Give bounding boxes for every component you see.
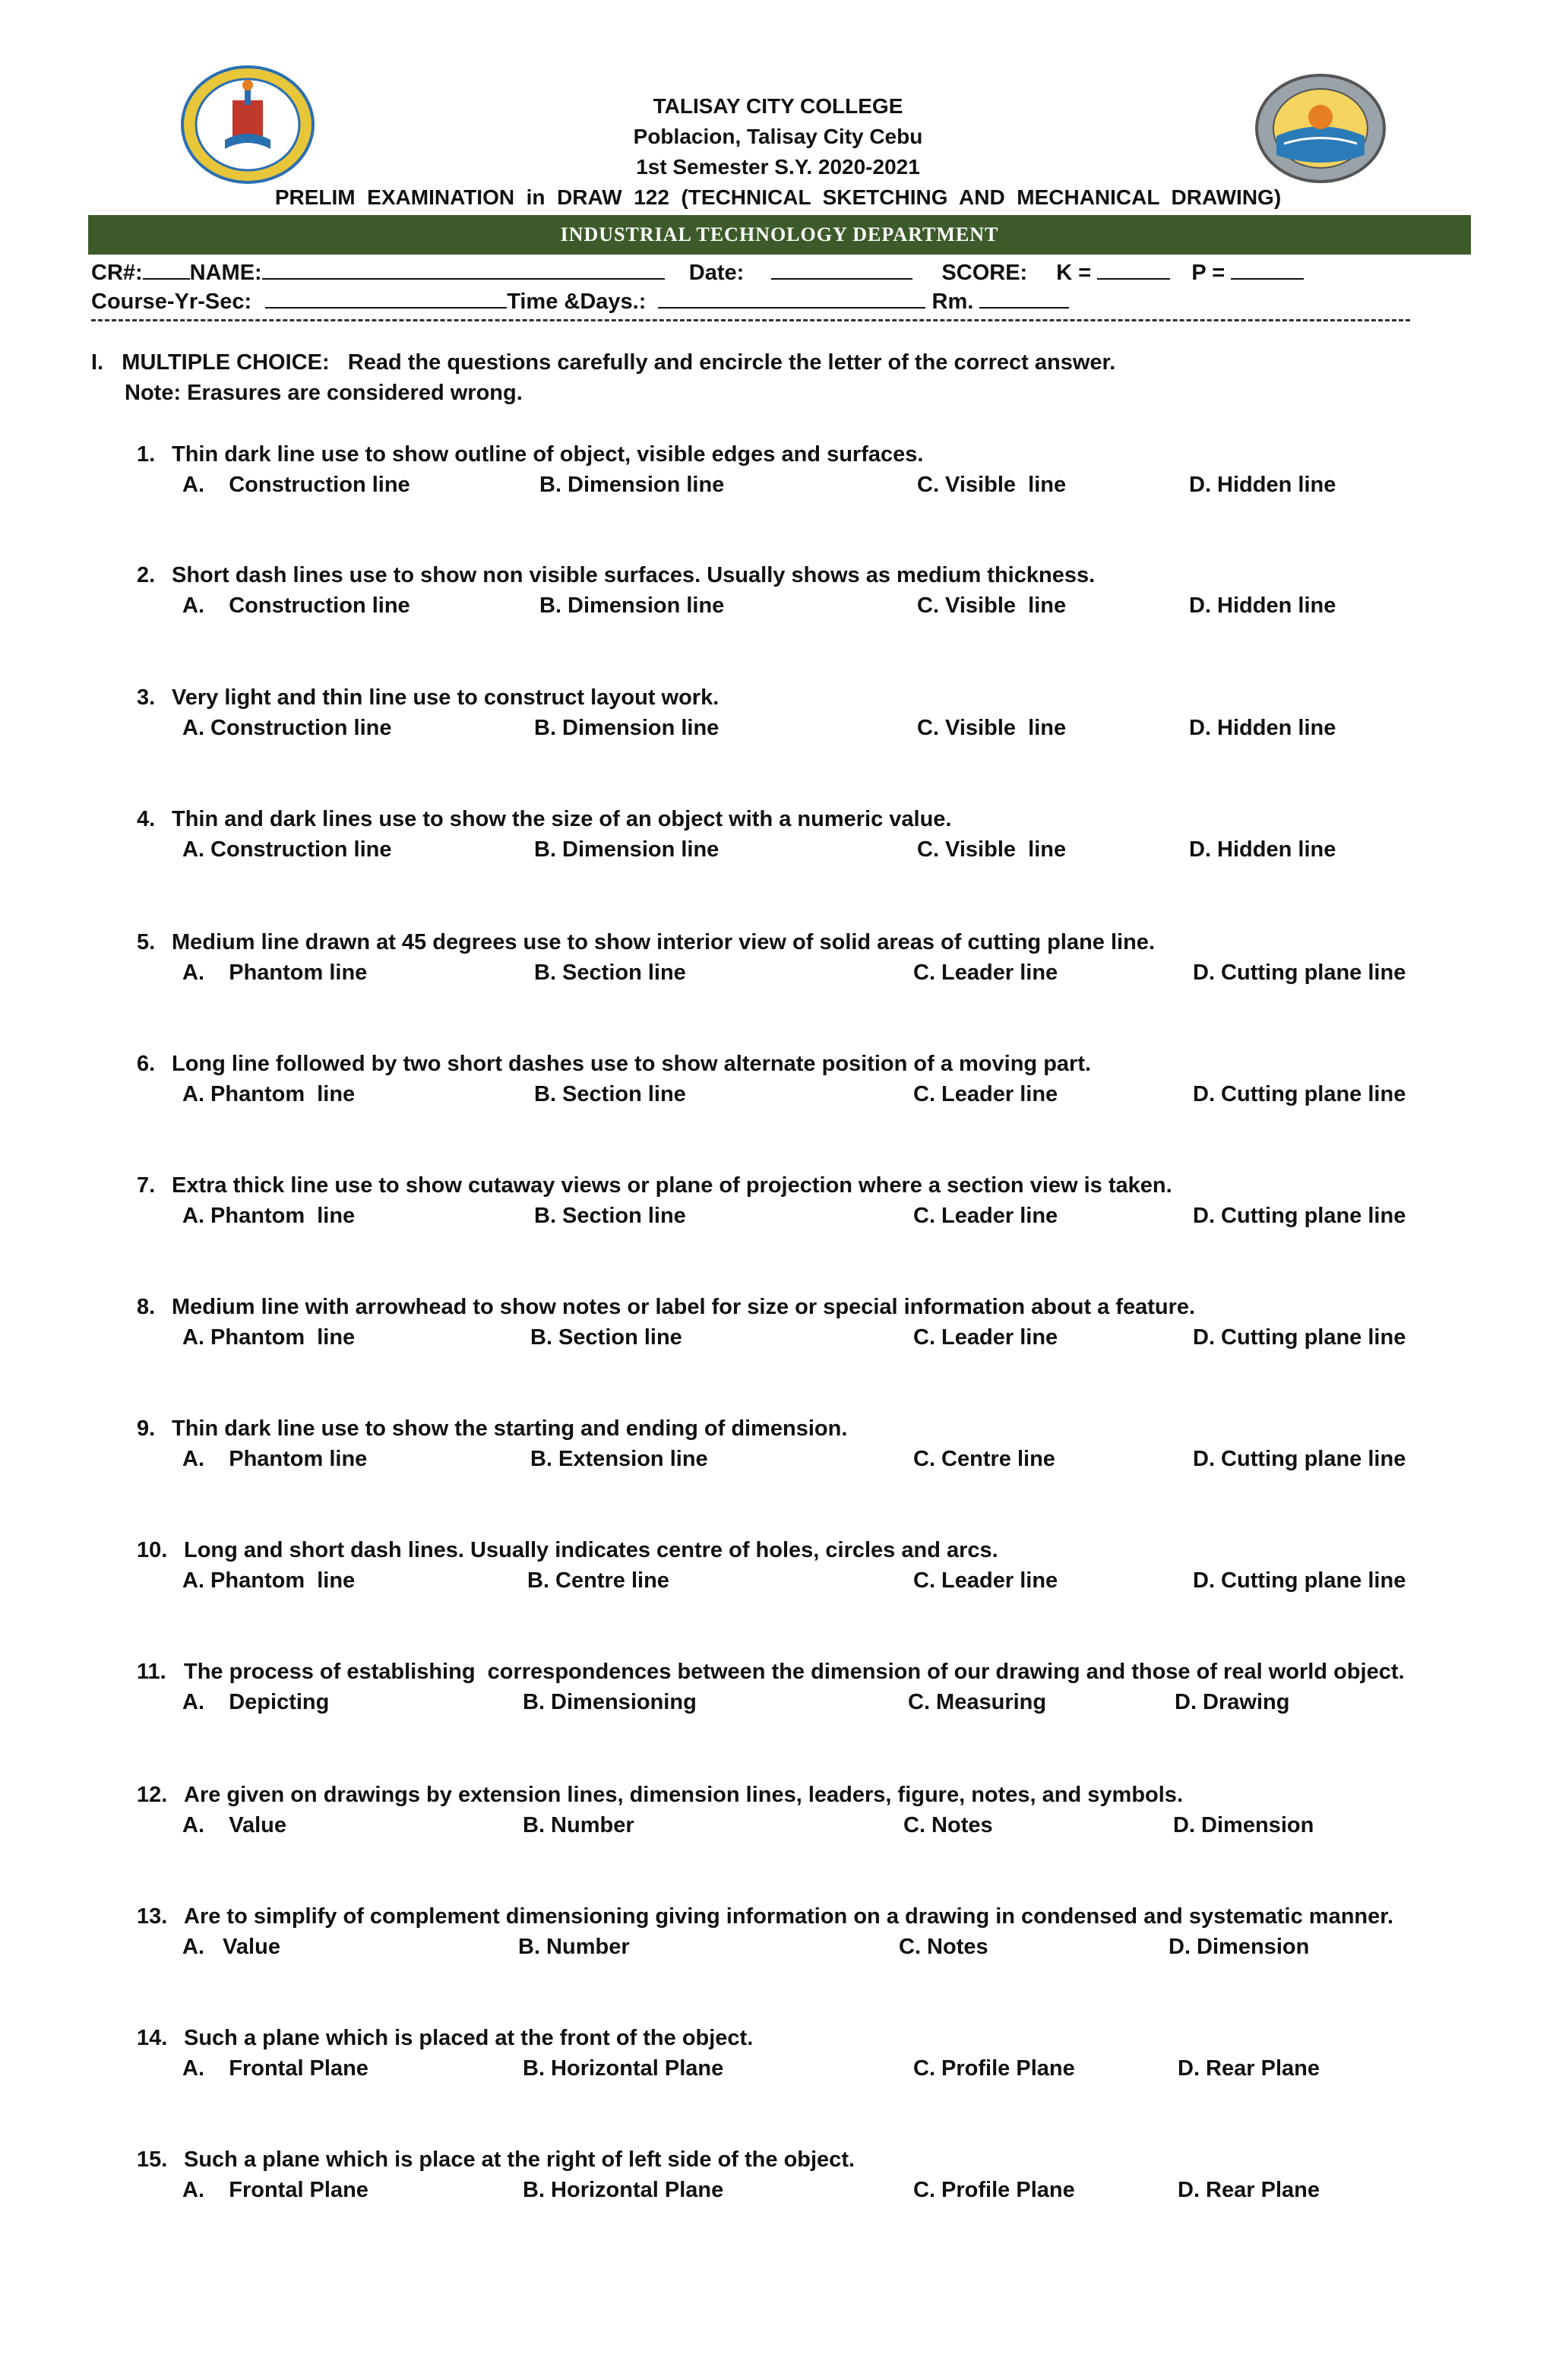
question-text: Thin and dark lines use to show the size of an object with a numeric value. [172,807,952,831]
option-a[interactable]: A. Phantom line [182,1568,356,1593]
option-c[interactable]: C. Visible line [917,473,1067,497]
answer-options [137,834,1459,865]
question-number: 7. [137,1173,156,1198]
option-c[interactable]: C. Visible line [917,593,1067,618]
answer-options [137,1687,1459,1717]
option-c[interactable]: C. Measuring [908,1690,1047,1714]
option-b[interactable]: B. Section line [534,961,686,985]
dashed-separator [91,319,1410,321]
cr-blank[interactable] [143,258,190,280]
option-c[interactable]: C. Leader line [913,1082,1058,1106]
answer-options [137,2175,1459,2205]
option-d[interactable]: D. Rear Plane [1178,2056,1320,2081]
option-a[interactable]: A. Phantom line [182,1447,368,1471]
option-b[interactable]: B. Dimension line [539,473,725,497]
question-text: Thin dark line use to show the starting and ending of dimension. [172,1416,848,1441]
option-b[interactable]: B. Section line [530,1325,682,1350]
option-d[interactable]: D. Cutting plane line [1193,1568,1406,1593]
option-c[interactable]: C. Visible line [917,716,1067,740]
question-text: Thin dark line use to show outline of object, visible edges and surfaces. [172,442,924,467]
option-a[interactable]: A. Value [182,1813,286,1837]
question-text: Very light and thin line use to construct layout work. [172,685,719,710]
question-stem [137,682,1459,713]
answer-options [137,957,1459,988]
question-number: 13. [137,1904,168,1929]
answer-options [137,590,1459,621]
question-text: Are to simplify of complement dimensioning giving information on a drawing in condensed and systematic manner. [184,1904,1394,1929]
k-blank[interactable] [1097,258,1170,280]
question-text: Medium line drawn at 45 degrees use to show interior view of solid areas of cutting plane line. [172,930,1155,954]
option-a[interactable]: A. Frontal Plane [182,2178,368,2202]
option-a[interactable]: A. Depicting [182,1690,330,1714]
course-label: Course-Yr-Sec: [91,290,252,314]
question-number: 4. [137,807,156,831]
p-label: P = [1191,261,1226,285]
option-c[interactable]: C. Leader line [913,1568,1058,1593]
question-number: 8. [137,1295,156,1319]
question-stem [137,1535,1459,1565]
option-d[interactable]: D. Cutting plane line [1193,1082,1406,1106]
option-b[interactable]: B. Centre line [527,1568,669,1593]
question-text: Extra thick line use to show cutaway views or plane of projection where a section view is taken. [172,1173,1172,1198]
question-text: Short dash lines use to show non visible surfaces. Usually shows as medium thickness. [172,563,1096,587]
question-number: 12. [137,1783,168,1807]
question-stem [137,1049,1459,1079]
question-7 [137,1170,1459,1231]
question-14 [137,2023,1459,2084]
question-stem [137,2144,1459,2175]
option-c[interactable]: C. Notes [903,1813,993,1837]
k-label: K = [1056,261,1092,285]
answer-options [137,1322,1459,1353]
answer-options [137,1079,1459,1109]
question-number: 3. [137,685,156,710]
question-13 [137,1901,1459,1962]
question-number: 5. [137,930,156,954]
question-text: Such a plane which is place at the right of left side of the object. [184,2147,855,2172]
option-d[interactable]: D. Cutting plane line [1193,1325,1406,1350]
answer-options [137,1201,1459,1231]
question-stem [137,439,1459,470]
college-name: TALISAY CITY COLLEGE [653,94,903,118]
answer-options [137,2053,1459,2084]
question-12 [137,1780,1459,1840]
answer-options [137,1444,1459,1474]
department-banner: INDUSTRIAL TECHNOLOGY DEPARTMENT [88,215,1471,255]
question-6 [137,1049,1459,1109]
exam-title: PRELIM EXAMINATION in DRAW 122 (TECHNICAL SKETCHING AND MECHANICAL DRAWING) [274,185,1282,209]
question-stem [137,1901,1459,1932]
option-c[interactable]: C. Profile Plane [913,2178,1075,2202]
option-a[interactable]: A. Construction line [182,837,392,862]
question-stem [137,2023,1459,2053]
option-b[interactable]: B. Dimension line [534,716,719,740]
question-stem [137,1657,1459,1687]
question-number: 6. [137,1052,156,1076]
question-10 [137,1535,1459,1596]
option-d[interactable]: D. Drawing [1175,1690,1290,1714]
question-2 [137,560,1459,621]
option-d[interactable]: D. Hidden line [1189,837,1336,862]
option-d[interactable]: D. Cutting plane line [1193,961,1406,985]
question-text: Medium line with arrowhead to show notes or label for size or special information about a feature. [172,1295,1196,1319]
option-b[interactable]: B. Dimension line [534,837,719,862]
option-b[interactable]: B. Number [523,1813,634,1837]
option-a[interactable]: A. Construction line [182,593,410,618]
student-info-row-2 [91,287,1069,315]
question-text: Long line followed by two short dashes use to show alternate position of a moving part. [172,1052,1092,1076]
question-stem [137,560,1459,590]
option-a[interactable]: A. Value [182,1935,280,1959]
question-text: Long and short dash lines. Usually indicates centre of holes, circles and arcs. [184,1538,998,1562]
option-d[interactable]: D. Cutting plane line [1193,1447,1406,1471]
semester-line: 1st Semester S.Y. 2020-2021 [636,155,920,179]
option-d[interactable]: D. Hidden line [1189,593,1336,618]
answer-options [137,1810,1459,1840]
answer-options [137,713,1459,743]
student-info-row-1 [91,258,1304,286]
question-number: 15. [137,2147,168,2172]
question-text: Such a plane which is placed at the front of the object. [184,2026,754,2050]
option-c[interactable]: C. Notes [899,1935,988,1959]
date-blank[interactable] [771,258,912,280]
name-label: NAME: [189,261,262,285]
option-c[interactable]: C. Leader line [913,961,1058,985]
question-15 [137,2144,1459,2205]
question-stem [137,804,1459,834]
section-note: Note: Erasures are considered wrong. [125,381,523,405]
question-11 [137,1657,1459,1717]
question-stem [137,1780,1459,1810]
question-3 [137,682,1459,743]
option-a[interactable]: A. Phantom line [182,961,368,985]
option-c[interactable]: C. Centre line [913,1447,1055,1471]
answer-options [137,470,1459,500]
option-a[interactable]: A. Frontal Plane [182,2056,368,2081]
question-number: 9. [137,1416,156,1441]
option-a[interactable]: A. Phantom line [182,1204,356,1228]
college-address: Poblacion, Talisay City Cebu [633,125,923,148]
option-b[interactable]: B. Horizontal Plane [523,2056,724,2081]
course-blank[interactable] [265,287,507,309]
option-c[interactable]: C. Visible line [917,837,1067,862]
option-c[interactable]: C. Leader line [913,1204,1058,1228]
p-blank[interactable] [1231,258,1304,280]
option-a[interactable]: A. Construction line [182,473,410,497]
time-blank[interactable] [658,287,925,309]
option-b[interactable]: B. Section line [534,1204,686,1228]
answer-options [137,1932,1459,1962]
section-title: I. MULTIPLE CHOICE: Read the questions carefully and encircle the letter of the correct answer. [91,350,1116,375]
question-stem [137,1413,1459,1444]
time-label: Time &Days.: [507,290,647,314]
question-number: 11. [137,1660,166,1684]
answer-options [137,1565,1459,1596]
option-a[interactable]: A. Construction line [182,716,392,740]
score-label: SCORE: [941,261,1028,285]
room-blank[interactable] [979,287,1069,309]
question-number: 10. [137,1538,168,1562]
option-a[interactable]: A. Phantom line [182,1082,356,1106]
question-text: The process of establishing correspondences between the dimension of our drawing and those of real world object. [184,1660,1405,1684]
question-number: 2. [137,563,156,587]
question-9 [137,1413,1459,1474]
date-label: Date: [688,261,745,285]
question-number: 14. [137,2026,168,2050]
option-b[interactable]: B. Horizontal Plane [523,2178,724,2202]
question-5 [137,927,1459,988]
question-8 [137,1292,1459,1353]
option-d[interactable]: D. Cutting plane line [1193,1204,1406,1228]
option-b[interactable]: B. Section line [534,1082,686,1106]
question-stem [137,1170,1459,1201]
option-b[interactable]: B. Number [518,1935,630,1959]
option-d[interactable]: D. Dimension [1169,1935,1310,1959]
question-1 [137,439,1459,500]
cr-label: CR#: [91,261,143,285]
room-label: Rm. [931,290,974,314]
option-b[interactable]: B. Dimensioning [523,1690,697,1714]
option-a[interactable]: A. Phantom line [182,1325,356,1350]
question-4 [137,804,1459,865]
option-b[interactable]: B. Extension line [530,1447,708,1471]
option-d[interactable]: D. Hidden line [1189,716,1336,740]
option-d[interactable]: D. Hidden line [1189,473,1336,497]
name-blank[interactable] [262,258,665,280]
question-number: 1. [137,442,156,467]
option-c[interactable]: C. Profile Plane [913,2056,1075,2081]
question-stem [137,927,1459,957]
question-text: Are given on drawings by extension lines, dimension lines, leaders, figure, notes, and symbols. [184,1783,1183,1807]
option-d[interactable]: D. Rear Plane [1178,2178,1320,2202]
option-c[interactable]: C. Leader line [913,1325,1058,1350]
option-d[interactable]: D. Dimension [1173,1813,1314,1837]
option-b[interactable]: B. Dimension line [539,593,725,618]
question-stem [137,1292,1459,1322]
